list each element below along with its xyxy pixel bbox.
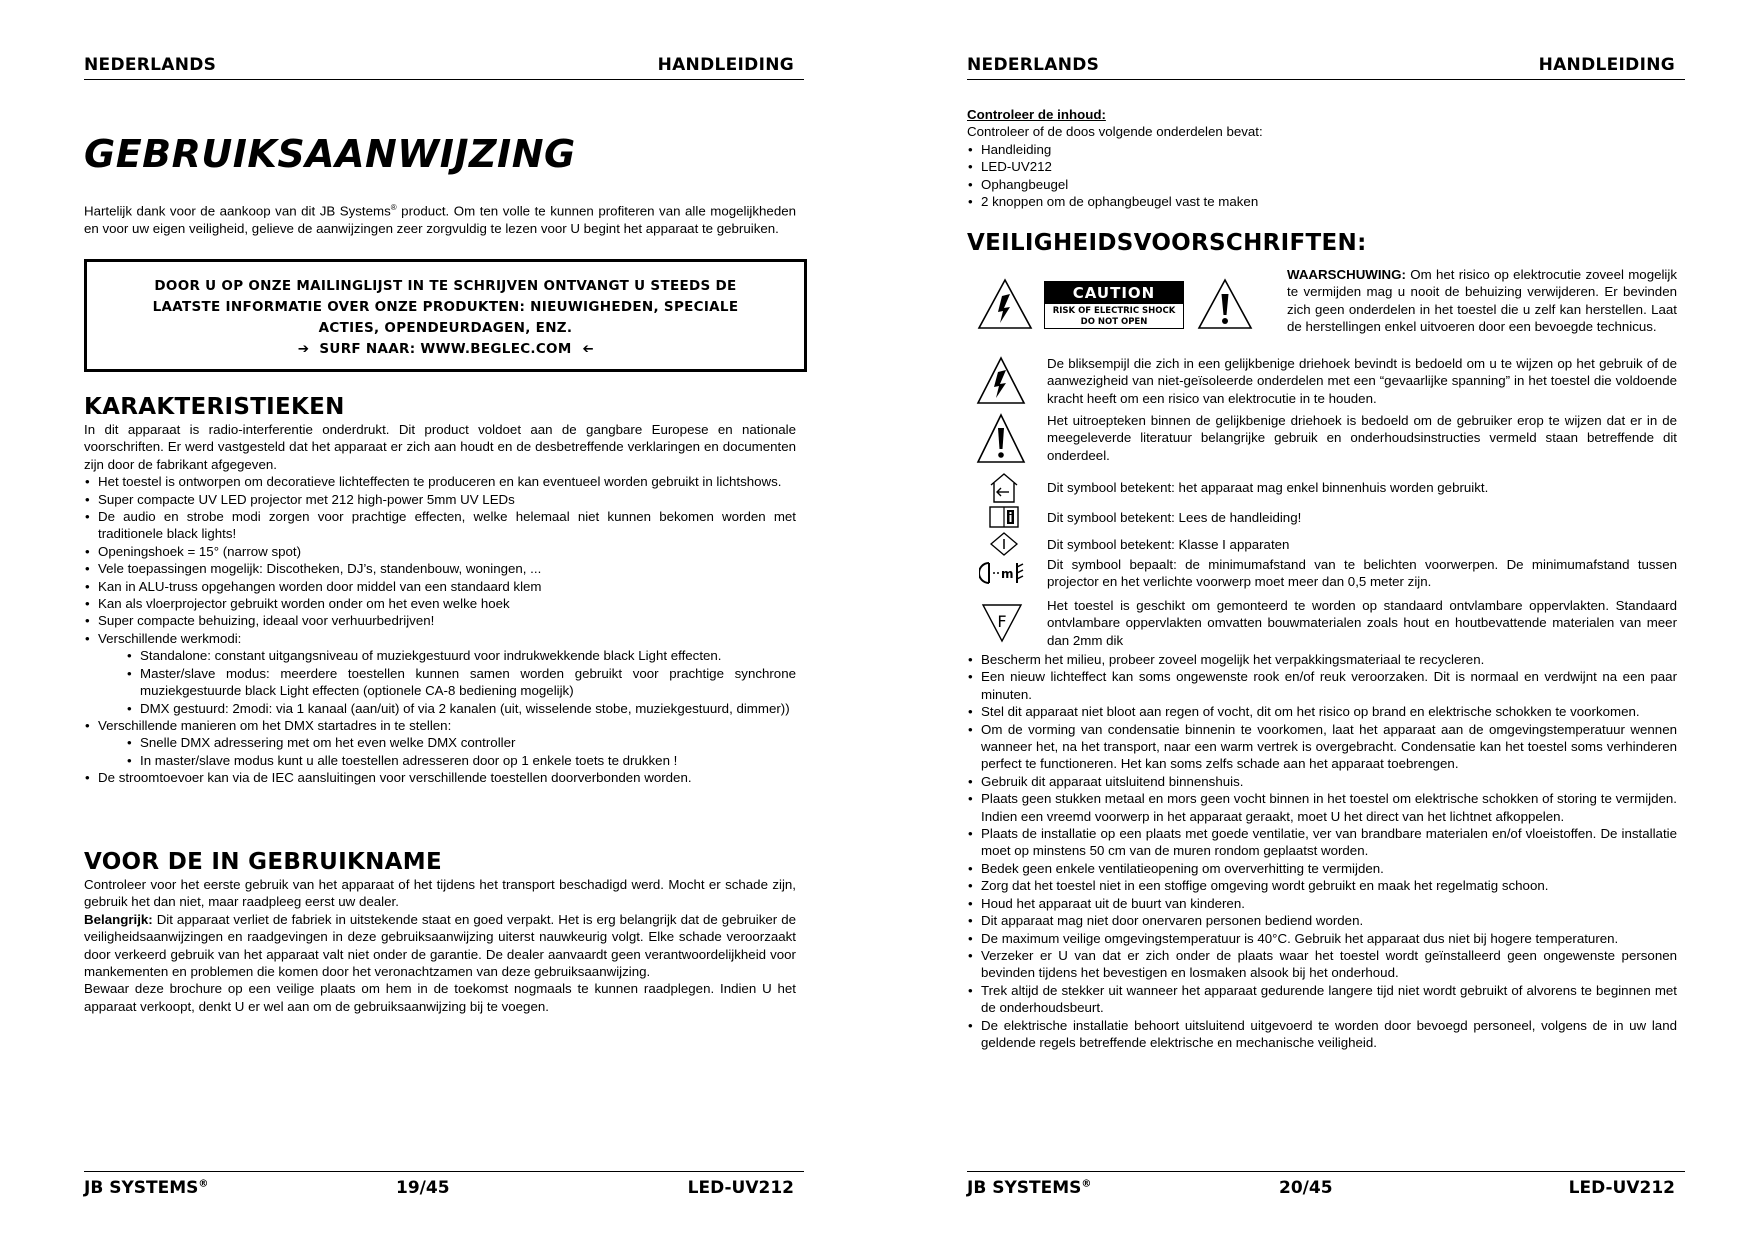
caution-line-2: DO NOT OPEN: [1080, 317, 1148, 327]
modes-sublist: [126, 647, 796, 717]
caution-row: [967, 266, 1685, 344]
page-header: [84, 54, 804, 80]
warning-label: WAARSCHUWING:: [1287, 267, 1406, 282]
warning-paragraph: [1287, 266, 1677, 336]
caution-title: CAUTION: [1045, 282, 1183, 304]
exclamation-triangle-icon: [976, 413, 1026, 465]
safety-list: [967, 651, 1677, 1051]
list-item: • Ophangbeugel: [967, 176, 1677, 193]
footer-brand-text: JB SYSTEMS: [967, 1178, 1082, 1198]
page-footer: [967, 1171, 1685, 1201]
footer-brand: [967, 1178, 1091, 1198]
safety-heading: VEILIGHEIDSVOORSCHRIFTEN:: [967, 230, 1367, 256]
symbol-text-exclamation: Het uitroepteken binnen de gelijkbenige driehoek is bedoeld om de gebruiker erop te wijzen dat er in de meegeleverde literatuur belangrijke gebruik en onderhoudsinstructies vermeld staan betreffende dit onderdeel.: [1047, 413, 1677, 463]
list-item: • Kan in ALU-truss opgehangen worden door middel van een standaard klem: [84, 578, 796, 595]
dmx-sublist: [126, 734, 796, 769]
before-use-p1: Controleer voor het eerste gebruik van het apparaat of het tijdens het transport beschadigd werd. Mocht er schade zijn, gebruik het dan niet, maar raadpleeg eerst uw dealer.: [84, 877, 796, 910]
symbol-text-class1: Dit symbool betekent: Klasse I apparaten: [1047, 537, 1290, 552]
footer-model: LED-UV212: [1568, 1178, 1675, 1198]
registered-mark: ®: [390, 203, 397, 212]
list-item: • Verzeker er U van dat er zich onder de plaats waar het toestel wordt geïnstalleerd geen ongewenste personen bevinden tijdens het bevestigen en losmaken alsook bij het onderhoud.: [967, 947, 1677, 982]
list-item: • Kan als vloerprojector gebruikt worden onder om het even welke hoek: [84, 595, 796, 612]
distance-label: m: [1001, 567, 1014, 581]
sub-list-item: • Snelle DMX adressering met om het even welke DMX controller: [126, 734, 796, 751]
list-item: • Openingshoek = 15° (narrow spot): [84, 543, 796, 560]
page-header: [967, 54, 1685, 80]
page-title: GEBRUIKSAANWIJZING: [84, 132, 576, 176]
symbol-text-flammable: Het toestel is geschikt om gemonteerd te worden op standaard ontvlambare oppervlakten. Standaard ontvlambare oppervlakten omvatten bouwmaterialen zoals hout en houtbevattende materialen van meer dan 2mm dik: [1047, 598, 1677, 648]
footer-page-number: 20/45: [1279, 1178, 1333, 1198]
symbol-row-flammable: [967, 597, 1685, 649]
symbol-text-distance: Dit symbool bepaalt: de minimumafstand van te belichten voorwerpen. De minimumafstand tussen projector en het verlichte voorwerp moet meer dan 0,5 meter zijn.: [1047, 557, 1677, 590]
features-intro: In dit apparaat is radio-interferentie onderdrukt. Dit product voldoet aan de gangbare Europese en nationale voorschriften. Er werd vastgesteld dat het apparaat er zich aan houdt en de desbetreffende verklaringen en documenten zijn door de fabrikant afgegeven.: [84, 422, 796, 472]
before-use-heading: VOOR DE IN GEBRUIKNAME: [84, 849, 442, 875]
features-list: [84, 473, 796, 786]
before-use-p2: [84, 911, 796, 981]
header-doc-type: HANDLEIDING: [657, 55, 794, 75]
list-item: • Houd het apparaat uit de buurt van kinderen.: [967, 895, 1677, 912]
symbol-row-distance: [967, 555, 1685, 591]
lightning-warning-icon: [977, 278, 1033, 330]
list-item: • De elektrische installatie behoort uitsluitend uitgevoerd te worden door bevoegd personeel, volgens de in uw land geldende regels betreffende elektrische en mechanische veiligheid.: [967, 1017, 1677, 1052]
minimum-distance-icon: [979, 559, 1027, 587]
dmx-label: Verschillende manieren om het DMX startadres in te stellen:: [98, 717, 452, 733]
list-item: • De audio en strobe modi zorgen voor prachtige effecten, welke helemaal niet kunnen bekomen worden met traditionele black lights!: [84, 508, 796, 543]
footer-brand-text: JB SYSTEMS: [84, 1178, 199, 1198]
notice-line-2: LAATSTE INFORMATIE OVER ONZE PRODUKTEN: NIEUWIGHEDEN, SPECIALE: [152, 299, 739, 315]
list-item: • Handleiding: [967, 141, 1677, 158]
caution-line-1: RISK OF ELECTRIC SHOCK: [1052, 306, 1176, 316]
list-item: • Om de vorming van condensatie binnenin te voorkomen, laat het apparaat aan de omgevingstemperatuur wennen wanneer het, na het transport, naar een warm vertrek is overgebracht. Condensatie kan het toestel soms verhinderen perfect te functioneren. Het kan soms zelfs schade aan het apparaat toebrengen.: [967, 721, 1677, 773]
page-footer: [84, 1171, 804, 1201]
important-label: Belangrijk:: [84, 911, 153, 927]
list-item: • Een nieuw lichteffect kan soms ongewenste rook en/of reuk veroorzaken. Dit is normaal en verdwijnt na een paar minuten.: [967, 668, 1677, 703]
notice-line-1: DOOR U OP ONZE MAILINGLIJST IN TE SCHRIJVEN ONTVANGT U STEEDS DE: [154, 278, 737, 294]
symbol-row-indoor: [967, 471, 1685, 505]
list-item: • Bescherm het milieu, probeer zoveel mogelijk het verpakkingsmateriaal te recycleren.: [967, 651, 1677, 668]
modes-label: Verschillende werkmodi:: [98, 630, 242, 646]
header-language: NEDERLANDS: [967, 55, 1100, 75]
list-item: • De stroomtoevoer kan via de IEC aansluitingen voor verschillende toestellen doorverbonden worden.: [84, 769, 796, 786]
sub-list-item: • Master/slave modus: meerdere toestellen kunnen samen worden gebruikt voor prachtige synchrone muziekgestuurde black Light effecten (optionele CA-8 bediening mogelijk): [126, 665, 796, 700]
features-section: [84, 394, 796, 787]
list-item: • De maximum veilige omgevingstemperatuur is 40°C. Gebruik het apparaat dus niet bij hogere temperaturen.: [967, 930, 1677, 947]
indoor-use-icon: [987, 471, 1021, 505]
symbol-text-manual: Dit symbool betekent: Lees de handleiding!: [1047, 510, 1302, 525]
page-right: [967, 0, 1685, 1240]
contents-heading: Controleer de inhoud:: [967, 107, 1106, 122]
symbol-text-indoor: Dit symbool betekent: het apparaat mag enkel binnenhuis worden gebruikt.: [1047, 480, 1489, 495]
list-item: • Vele toepassingen mogelijk: Discotheken, DJ’s, standenbouw, woningen, ...: [84, 560, 796, 577]
mailing-list-notice: [84, 259, 807, 372]
footer-reg-mark: ®: [198, 1178, 209, 1190]
list-item: • Super compacte UV LED projector met 212 high-power 5mm UV LEDs: [84, 491, 796, 508]
flammable-surface-icon: [981, 603, 1023, 643]
read-manual-icon: [987, 504, 1021, 530]
footer-reg-mark: ®: [1081, 1178, 1092, 1190]
intro-paragraph: [84, 199, 796, 237]
list-item: • Gebruik dit apparaat uitsluitend binnenshuis.: [967, 773, 1677, 790]
symbol-row-class1: [967, 532, 1685, 556]
arrow-left-icon: ➔: [581, 341, 594, 357]
list-item: • Trek altijd de stekker uit wanneer het apparaat gedurende langere tijd niet wordt gebruikt of alvorens te beginnen met de onderhoudsbeurt.: [967, 982, 1677, 1017]
list-item-modes: [84, 630, 796, 717]
footer-brand: [84, 1178, 208, 1198]
page-left: [84, 0, 804, 1240]
list-item: • 2 knoppen om de ophangbeugel vast te maken: [967, 193, 1677, 210]
contents-intro: Controleer of de doos volgende onderdelen bevat:: [967, 124, 1263, 140]
list-item: • Stel dit apparaat niet bloot aan regen of vocht, dit om het risico op brand en elektrische schokken te voorkomen.: [967, 703, 1677, 720]
lightning-triangle-icon: [976, 356, 1026, 406]
flammable-label: F: [997, 612, 1007, 631]
before-use-section: [84, 849, 796, 1015]
class-i-icon: [990, 532, 1018, 556]
sub-list-item: • DMX gestuurd: 2modi: via 1 kanaal (aan/uit) of via 2 kanalen (uit, wisselende stobe, muziekgestuurd, dimmer)): [126, 700, 796, 717]
contents-section: [967, 106, 1677, 210]
important-text: Dit apparaat verliet de fabriek in uitstekende staat en goed verpakt. Het is erg belangrijk dat de gebruiker de veiligheidsaanwijzingen en raadgevingen in deze gebruiksaanwijzing uiterst nauwkeurig volgt. Elke schade veroorzaakt door verkeerd gebruik van het apparaat valt niet onder de garantie. De dealer aanvaardt geen verantwoordelijkheid voor mankementen en problemen die komen door het veronachtzamen van deze gebruiksaanwijzing.: [84, 911, 796, 980]
warning-text: Om het risico op elektrocutie zoveel mogelijk te vermijden mag u nooit de behuizing verwijderen. Er bevinden zich geen onderdelen in het toestel die u zelf kan herstellen. Laat de herstellingen enkel uitvoeren door een bevoegde technicus.: [1287, 267, 1677, 335]
features-heading: KARAKTERISTIEKEN: [84, 394, 345, 420]
list-item: • Plaats de installatie op een plaats met goede ventilatie, ver van brandbare materialen en/of vloeistoffen. De installatie moet op minstens 50 cm van de muren rondom geplaatst worden.: [967, 825, 1677, 860]
footer-page-number: 19/45: [396, 1178, 450, 1198]
intro-text-b: product. Om ten volle te kunnen profiteren van alle mogelijkheden en voor uw eigen veiligheid, gelieve de aanwijzingen zeer zorgvuldig te lezen voor U begint het apparaat te gebruiken.: [84, 203, 797, 236]
sub-list-item: • Standalone: constant uitgangsniveau of muziekgestuurd voor indrukwekkende black Light effecten.: [126, 647, 796, 664]
notice-link-row: [87, 339, 804, 360]
contents-list: [967, 141, 1677, 211]
before-use-p3: Bewaar deze brochure op een veilige plaats om hem in de toekomst nogmaals te kunnen raadplegen. Indien U het apparaat verkoopt, denkt U er wel aan om de gebruiksaanwijzing bij te voegen.: [84, 981, 796, 1014]
caution-label: [1044, 281, 1184, 329]
arrow-right-icon: ➔: [297, 341, 310, 357]
list-item: • Dit apparaat mag niet door onervaren personen bediend worden.: [967, 912, 1677, 929]
list-item: • Super compacte behuizing, ideaal voor verhuurbedrijven!: [84, 612, 796, 629]
list-item: • Het toestel is ontworpen om decoratieve lichteffecten te produceren en kan eventueel worden gebruikt in lichtshows.: [84, 473, 796, 490]
symbol-row-lightning: [967, 355, 1685, 407]
footer-model: LED-UV212: [687, 1178, 794, 1198]
intro-text-a: Hartelijk dank voor de aankoop van dit JB Systems: [84, 203, 391, 219]
symbol-text-lightning: De bliksempijl die zich in een gelijkbenige driehoek bevindt is bedoeld om u te wijzen op het gebruik of de aanwezigheid van niet-geïsoleerde onderdelen met een “gevaarlijke spanning” in het toestel die voldoende kracht heeft om een risico van elektrocutie in te houden.: [1047, 356, 1677, 406]
header-doc-type: HANDLEIDING: [1538, 55, 1675, 75]
list-item: • LED-UV212: [967, 158, 1677, 175]
sub-list-item: • In master/slave modus kunt u alle toestellen adresseren door op 1 enkele toets te drukken !: [126, 752, 796, 769]
symbol-row-exclamation: [967, 412, 1685, 464]
notice-line-3: ACTIES, OPENDEURDAGEN, ENZ.: [318, 320, 573, 336]
list-item: • Plaats geen stukken metaal en mors geen vocht binnen in het toestel om elektrische schokken of storing te vermijden. Indien een vreemd voorwerp in het apparaat geraakt, moet U het direct van het lichtnet afkoppelen.: [967, 790, 1677, 825]
list-item-dmx: [84, 717, 796, 769]
symbol-row-manual: [967, 504, 1685, 530]
list-item: • Zorg dat het toestel niet in een stoffige omgeving wordt gebruikt en maak het regelmatig schoon.: [967, 877, 1677, 894]
list-item: • Bedek geen enkele ventilatieopening om oververhitting te vermijden.: [967, 860, 1677, 877]
exclamation-warning-icon: [1197, 278, 1253, 330]
website-link[interactable]: SURF NAAR: WWW.BEGLEC.COM: [319, 341, 572, 357]
header-language: NEDERLANDS: [84, 55, 217, 75]
